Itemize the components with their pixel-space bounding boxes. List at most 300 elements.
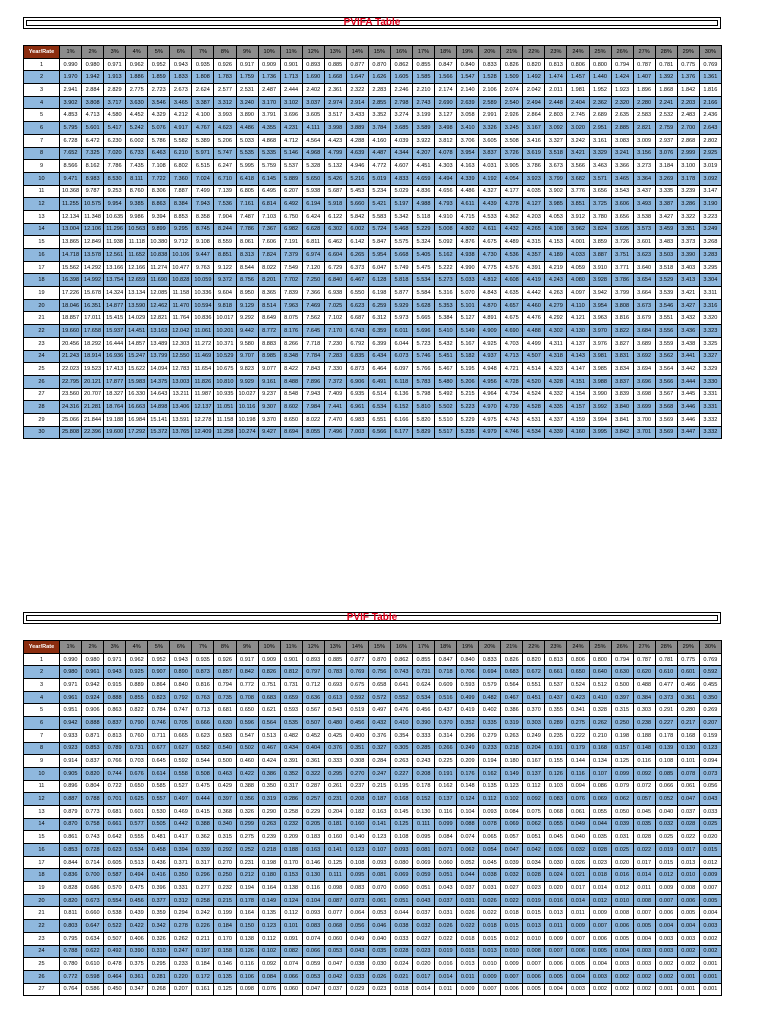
value-cell: 1.952	[589, 84, 611, 97]
value-cell: 0.634	[82, 932, 104, 945]
value-cell: 2.140	[457, 84, 479, 97]
value-cell: 0.295	[148, 958, 170, 971]
value-cell: 0.070	[368, 882, 390, 895]
value-cell: 4.001	[567, 236, 589, 249]
value-cell: 3.518	[545, 147, 567, 160]
value-cell: 5.342	[390, 210, 412, 223]
value-cell: 0.347	[126, 983, 148, 996]
value-cell: 0.020	[611, 856, 633, 869]
value-cell: 3.673	[545, 160, 567, 173]
value-cell: 0.312	[170, 894, 192, 907]
value-cell: 2.589	[479, 96, 501, 109]
value-cell: 7.487	[236, 210, 258, 223]
value-cell: 1.585	[413, 71, 435, 84]
value-cell: 0.279	[479, 729, 501, 742]
value-cell: 0.415	[192, 805, 214, 818]
value-cell: 4.917	[170, 122, 192, 135]
value-cell: 0.451	[523, 691, 545, 704]
value-cell: 5.216	[346, 172, 368, 185]
value-cell: 0.238	[633, 717, 655, 730]
table-row	[24, 717, 722, 730]
table-row	[24, 767, 722, 780]
value-cell: 9.442	[236, 325, 258, 338]
value-cell: 1.509	[501, 71, 523, 84]
value-cell: 4.728	[501, 375, 523, 388]
value-cell: 0.269	[699, 704, 721, 717]
value-cell: 0.111	[324, 869, 346, 882]
value-cell: 0.478	[104, 958, 126, 971]
value-cell: 0.208	[346, 793, 368, 806]
value-cell: 4.311	[545, 337, 567, 350]
value-cell: 0.138	[280, 882, 302, 895]
value-cell: 3.092	[699, 172, 721, 185]
value-cell: 0.212	[236, 869, 258, 882]
value-cell: 4.675	[501, 312, 523, 325]
value-cell: 0.263	[390, 755, 412, 768]
value-cell: 1.440	[589, 71, 611, 84]
value-cell: 5.234	[368, 185, 390, 198]
value-cell: 0.014	[567, 894, 589, 907]
value-cell: 6.265	[346, 249, 368, 262]
value-cell: 16.351	[82, 299, 104, 312]
value-cell: 0.003	[567, 983, 589, 996]
value-cell: 0.043	[346, 945, 368, 958]
value-cell: 16.663	[126, 401, 148, 414]
value-cell: 2.885	[611, 122, 633, 135]
value-cell: 0.012	[655, 869, 677, 882]
value-cell: 2.914	[346, 96, 368, 109]
value-cell: 10.059	[192, 274, 214, 287]
value-cell: 0.060	[324, 932, 346, 945]
value-cell: 0.492	[104, 945, 126, 958]
value-cell: 0.157	[611, 742, 633, 755]
value-cell: 0.623	[192, 729, 214, 742]
value-cell: 0.712	[302, 679, 324, 692]
value-cell: 0.108	[390, 831, 412, 844]
value-cell: 11.764	[170, 312, 192, 325]
value-cell: 0.135	[214, 970, 236, 983]
value-cell: 0.317	[192, 856, 214, 869]
value-cell: 0.218	[258, 844, 280, 857]
value-cell: 10.198	[236, 413, 258, 426]
value-cell: 12.821	[148, 312, 170, 325]
value-cell: 0.570	[104, 882, 126, 895]
value-cell: 0.011	[457, 970, 479, 983]
value-cell: 6.873	[346, 363, 368, 376]
value-cell: 0.319	[501, 717, 523, 730]
value-cell: 0.681	[214, 704, 236, 717]
value-cell: 0.925	[126, 666, 148, 679]
value-cell: 0.362	[192, 831, 214, 844]
value-cell: 0.020	[413, 958, 435, 971]
value-cell: 0.004	[633, 932, 655, 945]
value-cell: 0.971	[104, 653, 126, 666]
value-cell: 0.665	[170, 729, 192, 742]
value-cell: 2.868	[677, 134, 699, 147]
table-row	[24, 691, 722, 704]
value-cell: 0.820	[82, 767, 104, 780]
value-cell: 2.402	[302, 84, 324, 97]
value-cell: 0.436	[148, 856, 170, 869]
table-row	[24, 312, 722, 325]
value-cell: 0.226	[192, 920, 214, 933]
value-cell: 0.659	[280, 691, 302, 704]
value-cell: 0.893	[302, 58, 324, 71]
table-row	[24, 704, 722, 717]
value-cell: 0.062	[523, 818, 545, 831]
value-cell: 0.218	[501, 742, 523, 755]
value-cell: 0.746	[148, 717, 170, 730]
value-cell: 0.601	[126, 805, 148, 818]
value-cell: 0.215	[368, 780, 390, 793]
value-cell: 0.125	[390, 818, 412, 831]
value-cell: 10.380	[148, 236, 170, 249]
value-cell: 18.292	[82, 337, 104, 350]
value-cell: 0.686	[82, 882, 104, 895]
value-cell: 0.540	[214, 742, 236, 755]
value-cell: 0.025	[611, 844, 633, 857]
value-cell: 6.467	[346, 274, 368, 287]
value-cell: 0.016	[435, 958, 457, 971]
value-cell: 2.855	[368, 96, 390, 109]
value-cell: 6.534	[368, 401, 390, 414]
year-cell: 12	[24, 198, 60, 211]
value-cell: 0.001	[677, 983, 699, 996]
value-cell: 7.718	[302, 337, 324, 350]
value-cell: 0.250	[214, 869, 236, 882]
value-cell: 0.356	[236, 793, 258, 806]
value-cell: 7.003	[346, 426, 368, 439]
value-cell: 7.025	[324, 299, 346, 312]
value-cell: 4.329	[148, 109, 170, 122]
value-cell: 0.475	[192, 780, 214, 793]
value-cell: 12.409	[192, 426, 214, 439]
rate-header: 25%	[589, 641, 611, 654]
year-cell: 7	[24, 134, 60, 147]
value-cell: 0.195	[390, 780, 412, 793]
value-cell: 3.841	[611, 413, 633, 426]
value-cell: 2.540	[501, 96, 523, 109]
value-cell: 0.787	[633, 58, 655, 71]
value-cell: 2.743	[413, 96, 435, 109]
value-cell: 0.014	[413, 983, 435, 996]
value-cell: 4.937	[479, 350, 501, 363]
value-cell: 0.331	[170, 882, 192, 895]
value-cell: 0.225	[435, 755, 457, 768]
value-cell: 0.400	[346, 729, 368, 742]
value-cell: 3.312	[214, 96, 236, 109]
value-cell: 4.775	[479, 261, 501, 274]
value-cell: 0.002	[611, 970, 633, 983]
value-cell: 6.623	[346, 299, 368, 312]
value-cell: 8.075	[280, 312, 302, 325]
value-cell: 0.040	[655, 805, 677, 818]
value-cell: 0.116	[435, 805, 457, 818]
value-cell: 0.494	[126, 869, 148, 882]
value-cell: 0.544	[192, 755, 214, 768]
value-cell: 7.786	[104, 160, 126, 173]
value-cell: 0.990	[60, 58, 82, 71]
value-cell: 0.003	[677, 932, 699, 945]
value-cell: 0.232	[214, 882, 236, 895]
value-cell: 0.794	[611, 653, 633, 666]
value-cell: 0.003	[633, 945, 655, 958]
value-cell: 0.140	[346, 831, 368, 844]
value-cell: 2.803	[545, 109, 567, 122]
value-cell: 0.620	[633, 666, 655, 679]
value-cell: 0.034	[523, 856, 545, 869]
value-cell: 5.353	[435, 299, 457, 312]
value-cell: 4.639	[346, 147, 368, 160]
value-cell: 3.985	[589, 363, 611, 376]
value-cell: 7.702	[280, 274, 302, 287]
value-cell: 0.342	[148, 920, 170, 933]
pvifa-header-row	[24, 46, 722, 59]
value-cell: 5.628	[413, 299, 435, 312]
value-cell: 0.066	[655, 780, 677, 793]
value-cell: 13.765	[170, 426, 192, 439]
value-cell: 0.906	[82, 704, 104, 717]
value-cell: 0.037	[435, 894, 457, 907]
value-cell: 4.623	[214, 122, 236, 135]
value-cell: 3.623	[633, 249, 655, 262]
value-cell: 0.068	[324, 920, 346, 933]
value-cell: 0.074	[457, 831, 479, 844]
value-cell: 6.974	[302, 249, 324, 262]
value-cell: 0.004	[589, 958, 611, 971]
value-cell: 0.038	[390, 920, 412, 933]
value-cell: 0.855	[413, 58, 435, 71]
value-cell: 0.126	[236, 945, 258, 958]
value-cell: 3.332	[699, 426, 721, 439]
value-cell: 0.094	[699, 755, 721, 768]
value-cell: 0.091	[280, 932, 302, 945]
value-cell: 0.314	[435, 729, 457, 742]
value-cell: 8.061	[236, 236, 258, 249]
value-cell: 0.800	[589, 653, 611, 666]
table-row	[24, 261, 722, 274]
value-cell: 0.971	[104, 58, 126, 71]
value-cell: 4.110	[567, 299, 589, 312]
value-cell: 4.870	[479, 299, 501, 312]
value-cell: 3.696	[280, 109, 302, 122]
table-row	[24, 287, 722, 300]
value-cell: 3.771	[611, 261, 633, 274]
rate-header: 3%	[104, 641, 126, 654]
value-cell: 0.124	[280, 894, 302, 907]
table-row	[24, 793, 722, 806]
value-cell: 0.847	[435, 653, 457, 666]
value-cell: 5.076	[148, 122, 170, 135]
value-cell: 0.547	[236, 729, 258, 742]
value-cell: 4.494	[435, 172, 457, 185]
value-cell: 0.179	[567, 742, 589, 755]
year-cell: 17	[24, 856, 60, 869]
value-cell: 6.118	[390, 375, 412, 388]
value-cell: 4.328	[545, 375, 567, 388]
value-cell: 0.943	[170, 58, 192, 71]
value-cell: 3.330	[699, 375, 721, 388]
value-cell: 1.783	[214, 71, 236, 84]
value-cell: 4.432	[501, 223, 523, 236]
value-cell: 7.896	[302, 375, 324, 388]
value-cell: 8.544	[236, 261, 258, 274]
value-cell: 3.332	[699, 413, 721, 426]
value-cell: 6.166	[390, 413, 412, 426]
value-cell: 2.074	[501, 84, 523, 97]
value-cell: 16.984	[126, 413, 148, 426]
value-cell: 0.263	[501, 729, 523, 742]
value-cell: 0.592	[170, 755, 192, 768]
value-cell: 0.423	[567, 691, 589, 704]
rate-header: 26%	[611, 46, 633, 59]
value-cell: 0.432	[368, 717, 390, 730]
value-cell: 3.503	[655, 249, 677, 262]
value-cell: 3.998	[324, 122, 346, 135]
value-cell: 3.695	[611, 223, 633, 236]
value-cell: 3.589	[413, 122, 435, 135]
value-cell: 0.040	[567, 831, 589, 844]
value-cell: 0.609	[435, 679, 457, 692]
value-cell: 0.014	[633, 869, 655, 882]
value-cell: 4.078	[435, 147, 457, 160]
value-cell: 7.843	[302, 363, 324, 376]
value-cell: 0.078	[677, 767, 699, 780]
value-cell: 0.130	[413, 805, 435, 818]
value-cell: 8.514	[258, 299, 280, 312]
value-cell: 0.439	[126, 907, 148, 920]
value-cell: 7.409	[324, 388, 346, 401]
value-cell: 0.857	[214, 666, 236, 679]
value-cell: 3.837	[479, 147, 501, 160]
value-cell: 0.022	[633, 844, 655, 857]
value-cell: 2.011	[545, 84, 567, 97]
value-cell: 0.456	[346, 717, 368, 730]
value-cell: 5.182	[457, 350, 479, 363]
value-cell: 0.021	[567, 869, 589, 882]
value-cell: 4.207	[413, 147, 435, 160]
value-cell: 3.518	[655, 261, 677, 274]
value-cell: 0.564	[258, 717, 280, 730]
value-cell: 0.002	[677, 958, 699, 971]
value-cell: 0.252	[236, 844, 258, 857]
value-cell: 0.475	[126, 882, 148, 895]
value-cell: 4.163	[457, 160, 479, 173]
value-cell: 0.043	[413, 894, 435, 907]
value-cell: 12.783	[170, 363, 192, 376]
value-cell: 2.624	[192, 84, 214, 97]
value-cell: 3.551	[655, 312, 677, 325]
value-cell: 7.786	[236, 223, 258, 236]
value-cell: 4.327	[479, 185, 501, 198]
rate-header: 7%	[192, 641, 214, 654]
value-cell: 0.010	[677, 869, 699, 882]
value-cell: 3.295	[699, 261, 721, 274]
value-cell: 4.303	[435, 160, 457, 173]
year-cell: 3	[24, 84, 60, 97]
value-cell: 0.577	[126, 818, 148, 831]
value-cell: 0.935	[192, 653, 214, 666]
value-cell: 12.106	[82, 223, 104, 236]
value-cell: 0.816	[192, 679, 214, 692]
value-cell: 0.161	[192, 983, 214, 996]
value-cell: 8.772	[258, 325, 280, 338]
value-cell: 3.020	[567, 122, 589, 135]
value-cell: 0.340	[214, 818, 236, 831]
value-cell: 0.005	[589, 945, 611, 958]
value-cell: 0.303	[633, 704, 655, 717]
value-cell: 0.108	[346, 856, 368, 869]
rate-header: 27%	[633, 641, 655, 654]
value-cell: 7.161	[236, 198, 258, 211]
value-cell: 0.794	[214, 679, 236, 692]
value-cell: 0.263	[258, 818, 280, 831]
value-cell: 0.078	[479, 818, 501, 831]
value-cell: 5.746	[413, 350, 435, 363]
value-cell: 0.419	[457, 704, 479, 717]
rate-header: 19%	[457, 641, 479, 654]
year-cell: 13	[24, 210, 60, 223]
value-cell: 0.184	[214, 920, 236, 933]
value-cell: 0.406	[126, 932, 148, 945]
value-cell: 0.013	[677, 856, 699, 869]
value-cell: 3.799	[611, 287, 633, 300]
value-cell: 0.032	[501, 869, 523, 882]
value-cell: 0.871	[82, 729, 104, 742]
pvif-table	[23, 640, 722, 996]
value-cell: 4.833	[390, 172, 412, 185]
value-cell: 6.002	[126, 134, 148, 147]
value-cell: 8.650	[280, 413, 302, 426]
value-cell: 7.562	[302, 312, 324, 325]
value-cell: 3.316	[699, 299, 721, 312]
value-cell: 3.851	[567, 198, 589, 211]
value-cell: 6.047	[368, 261, 390, 274]
value-cell: 0.215	[214, 894, 236, 907]
value-cell: 0.683	[258, 691, 280, 704]
value-cell: 17.877	[104, 375, 126, 388]
value-cell: 0.005	[523, 983, 545, 996]
value-cell: 8.985	[258, 350, 280, 363]
value-cell: 0.396	[148, 882, 170, 895]
rate-header: 15%	[368, 46, 390, 59]
value-cell: 9.986	[126, 210, 148, 223]
value-cell: 0.797	[302, 666, 324, 679]
value-cell: 4.157	[567, 401, 589, 414]
value-cell: 0.731	[280, 679, 302, 692]
value-cell: 0.775	[677, 653, 699, 666]
value-cell: 5.328	[302, 160, 324, 173]
value-cell: 7.379	[280, 249, 302, 262]
value-cell: 3.559	[655, 337, 677, 350]
value-cell: 10.371	[214, 337, 236, 350]
value-cell: 7.102	[324, 312, 346, 325]
table-row	[24, 729, 722, 742]
value-cell: 0.784	[148, 704, 170, 717]
year-cell: 11	[24, 185, 60, 198]
value-cell: 7.441	[324, 401, 346, 414]
value-cell: 0.482	[280, 729, 302, 742]
value-cell: 5.696	[413, 325, 435, 338]
value-cell: 7.722	[148, 172, 170, 185]
value-cell: 0.153	[280, 869, 302, 882]
value-cell: 0.008	[523, 945, 545, 958]
value-cell: 0.125	[324, 856, 346, 869]
value-cell: 0.008	[633, 894, 655, 907]
value-cell: 4.476	[523, 312, 545, 325]
value-cell: 0.084	[435, 831, 457, 844]
value-cell: 3.923	[523, 172, 545, 185]
